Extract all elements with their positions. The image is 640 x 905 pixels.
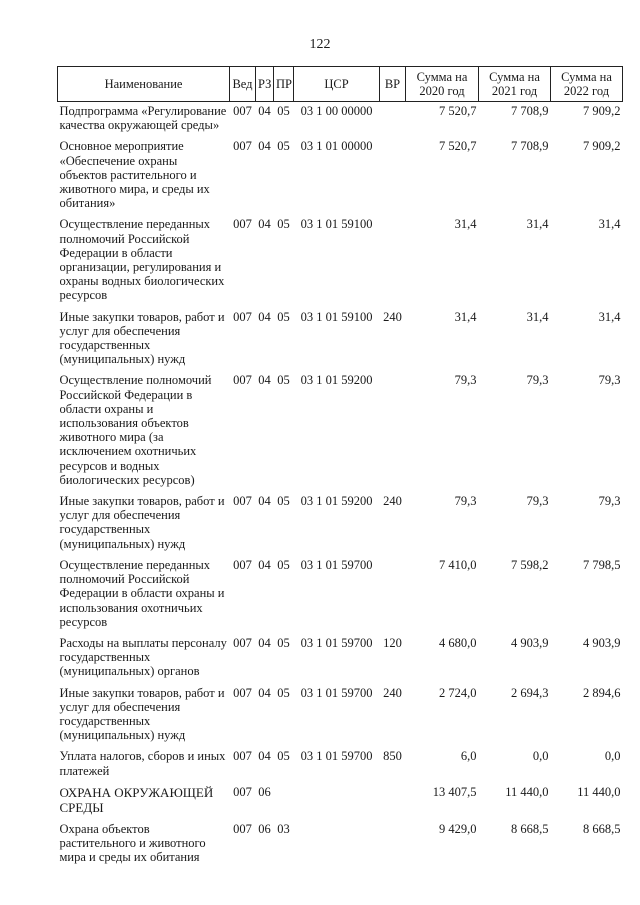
cell-name: Осуществление переданных полномочий Российской Федерации в области организации, регулирования и охраны водных биологических ресурсов	[59, 217, 225, 303]
cell-csr: 03 1 01 59700	[300, 557, 373, 572]
cell-sum-2020: 7 520,7	[439, 139, 477, 154]
header-rz: РЗ	[256, 67, 274, 102]
cell-ved: 007	[233, 104, 252, 118]
cell-csr: 03 1 01 59200	[300, 494, 373, 509]
cell-name: Подпрограмма «Регулирование качества окружающей среды»	[59, 104, 227, 133]
cell-pr: 05	[277, 309, 290, 324]
cell-sum-2020: 2 724,0	[439, 685, 477, 700]
cell-vr	[380, 215, 406, 307]
cell-vr	[380, 371, 406, 492]
cell-pr: 03	[277, 821, 290, 836]
table-row	[58, 634, 623, 684]
cell-pr: 05	[277, 217, 290, 232]
cell-sum-2021: 31,4	[526, 309, 549, 324]
cell-sum-2020: 4 680,0	[439, 635, 477, 650]
cell-vr: 240	[383, 494, 402, 509]
cell-rz: 04	[258, 373, 271, 388]
cell-sum-2021: 7 598,2	[511, 557, 549, 572]
cell-pr	[274, 783, 294, 820]
header-ved: Вед	[230, 67, 256, 102]
cell-ved: 007	[233, 635, 252, 650]
cell-csr: 03 1 01 59200	[300, 373, 373, 388]
header-pr: ПР	[274, 67, 294, 102]
cell-name: Расходы на выплаты персоналу государственных (муниципальных) органов	[59, 635, 227, 679]
cell-csr: 03 1 00 00000	[300, 104, 373, 118]
cell-rz: 04	[258, 494, 271, 509]
table-row	[58, 684, 623, 748]
cell-sum-2022: 31,4	[598, 309, 621, 324]
header-sum-2020: Сумма на 2020 год	[406, 67, 479, 102]
table-row	[58, 747, 623, 782]
budget-table	[57, 66, 623, 869]
cell-sum-2021: 11 440,0	[505, 784, 549, 799]
table-row	[58, 308, 623, 372]
table-header-row	[58, 67, 623, 102]
cell-rz: 04	[258, 309, 271, 324]
page-number: 122	[309, 37, 331, 52]
header-sum-2022: Сумма на 2022 год	[551, 67, 623, 102]
cell-csr: 03 1 01 59100	[300, 217, 373, 232]
cell-ved: 007	[233, 373, 252, 388]
cell-csr: 03 1 01 59100	[300, 309, 373, 324]
cell-name: Иные закупки товаров, работ и услуг для обеспечения государственных (муниципальных) нужд	[59, 685, 225, 743]
cell-ved: 007	[233, 821, 252, 836]
table-row	[58, 371, 623, 492]
cell-rz: 04	[258, 217, 271, 232]
cell-sum-2021: 79,3	[526, 373, 549, 388]
cell-pr: 05	[277, 373, 290, 388]
cell-sum-2022: 4 903,9	[583, 635, 621, 650]
cell-vr	[380, 556, 406, 634]
cell-sum-2021: 8 668,5	[511, 821, 549, 836]
cell-sum-2020: 13 407,5	[432, 784, 477, 799]
cell-rz: 04	[258, 635, 271, 650]
cell-sum-2021: 7 708,9	[511, 139, 549, 154]
cell-csr	[294, 820, 380, 870]
cell-sum-2021: 79,3	[526, 494, 549, 509]
cell-sum-2022: 0,0	[604, 749, 621, 764]
cell-rz: 04	[258, 749, 271, 764]
header-sum-2021: Сумма на 2021 год	[479, 67, 551, 102]
table-row	[58, 137, 623, 215]
cell-csr	[294, 783, 380, 820]
cell-pr: 05	[277, 139, 290, 154]
table-row	[58, 820, 623, 870]
cell-sum-2020: 7 410,0	[439, 557, 477, 572]
cell-sum-2022: 7 909,2	[583, 104, 621, 118]
cell-rz: 06	[258, 784, 271, 799]
cell-vr: 120	[383, 635, 402, 650]
cell-sum-2021: 7 708,9	[511, 104, 549, 118]
cell-sum-2022: 79,3	[598, 373, 621, 388]
cell-rz: 04	[258, 104, 271, 118]
table-row	[58, 492, 623, 556]
cell-name: Иные закупки товаров, работ и услуг для обеспечения государственных (муниципальных) нужд	[59, 309, 225, 367]
cell-sum-2022: 2 894,6	[583, 685, 621, 700]
cell-sum-2022: 31,4	[598, 217, 621, 232]
cell-pr: 05	[277, 685, 290, 700]
cell-ved: 007	[233, 217, 252, 232]
cell-sum-2020: 9 429,0	[439, 821, 477, 836]
cell-sum-2020: 7 520,7	[439, 104, 477, 118]
cell-csr: 03 1 01 59700	[300, 685, 373, 700]
cell-sum-2021: 0,0	[532, 749, 549, 764]
header-vr: ВР	[380, 67, 406, 102]
cell-name: Осуществление переданных полномочий Российской Федерации в области охраны и использования охотничьих ресурсов	[59, 557, 225, 629]
cell-sum-2021: 31,4	[526, 217, 549, 232]
cell-ved: 007	[233, 784, 252, 799]
cell-csr: 03 1 01 59700	[300, 749, 373, 764]
cell-pr: 05	[277, 104, 290, 118]
cell-pr: 05	[277, 494, 290, 509]
cell-rz: 04	[258, 685, 271, 700]
cell-name: Иные закупки товаров, работ и услуг для обеспечения государственных (муниципальных) нужд	[59, 494, 225, 551]
cell-sum-2021: 4 903,9	[511, 635, 549, 650]
cell-sum-2020: 79,3	[454, 373, 477, 388]
cell-sum-2022: 11 440,0	[577, 784, 621, 799]
cell-vr: 850	[383, 749, 402, 764]
cell-pr: 05	[277, 635, 290, 650]
cell-pr: 05	[277, 557, 290, 572]
cell-vr	[380, 783, 406, 820]
table-row	[58, 783, 623, 820]
cell-name: Охрана объектов растительного и животного мира и среды их обитания	[59, 821, 206, 865]
cell-sum-2022: 8 668,5	[583, 821, 621, 836]
cell-sum-2022: 79,3	[598, 494, 621, 509]
cell-ved: 007	[233, 557, 252, 572]
cell-sum-2020: 6,0	[460, 749, 477, 764]
cell-ved: 007	[233, 749, 252, 764]
header-csr: ЦСР	[294, 67, 380, 102]
cell-name: ОХРАНА ОКРУЖАЮЩЕЙ СРЕДЫ	[59, 784, 214, 815]
cell-vr	[380, 102, 406, 138]
cell-name: Уплата налогов, сборов и иных платежей	[59, 749, 226, 778]
cell-pr: 05	[277, 749, 290, 764]
cell-sum-2022: 7 798,5	[583, 557, 621, 572]
cell-ved: 007	[233, 685, 252, 700]
table-row	[58, 102, 623, 138]
cell-sum-2020: 31,4	[454, 217, 477, 232]
cell-sum-2022: 7 909,2	[583, 139, 621, 154]
cell-vr	[380, 137, 406, 215]
cell-rz: 06	[258, 821, 271, 836]
cell-sum-2020: 79,3	[454, 494, 477, 509]
cell-rz: 04	[258, 557, 271, 572]
cell-ved: 007	[233, 139, 252, 154]
cell-name: Осуществление полномочий Российской Федерации в области охраны и использования объектов животного мира (за исключением охотничьих ресурсов и водных биологических ресурсов)	[59, 373, 212, 487]
cell-ved: 007	[233, 494, 252, 509]
cell-vr	[380, 820, 406, 870]
cell-name: Основное мероприятие «Обеспечение охраны объектов растительного и животного мира, и среды их обитания»	[59, 139, 210, 211]
cell-vr: 240	[383, 685, 402, 700]
cell-ved: 007	[233, 309, 252, 324]
cell-csr: 03 1 01 00000	[300, 139, 373, 154]
header-name: Наименование	[58, 67, 230, 102]
table-row	[58, 556, 623, 634]
cell-sum-2020: 31,4	[454, 309, 477, 324]
table-row	[58, 215, 623, 307]
cell-sum-2021: 2 694,3	[511, 685, 549, 700]
cell-rz: 04	[258, 139, 271, 154]
cell-csr: 03 1 01 59700	[300, 635, 373, 650]
cell-vr: 240	[383, 309, 402, 324]
